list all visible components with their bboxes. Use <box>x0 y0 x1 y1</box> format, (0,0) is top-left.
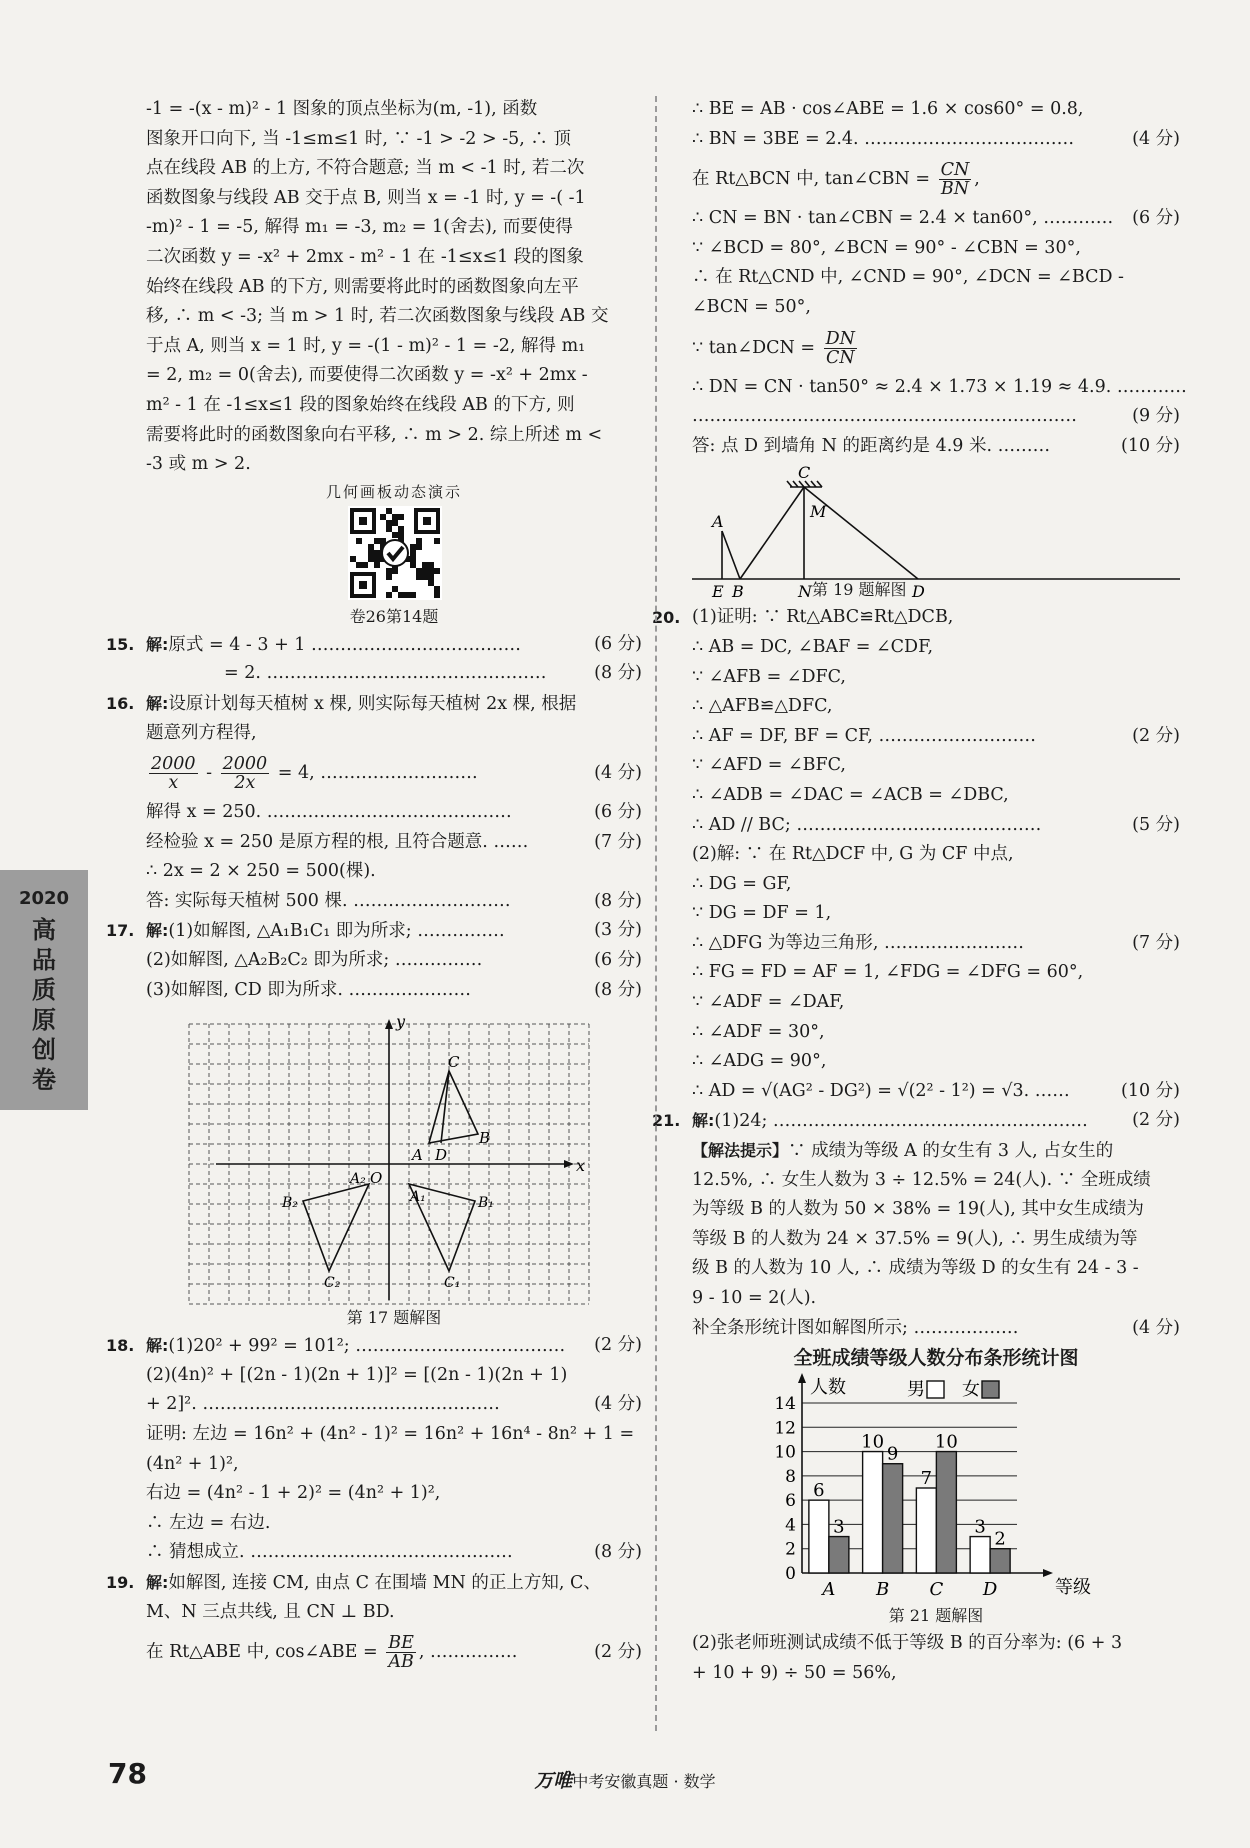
y-tick-label: 10 <box>774 1442 796 1463</box>
q18-line6: 右边 = (4n² - 1 + 2)² = (4n² + 1)², <box>146 1483 441 1504</box>
q20-line4: ∴ △AFB≌△DFC, <box>692 696 833 717</box>
x-tick-label: B <box>876 1579 890 1601</box>
q17-line2: (2)如解图, △A₂B₂C₂ 即为所求; …………… (6 分) <box>146 950 642 971</box>
y-tick-label: 4 <box>785 1515 796 1536</box>
side-tab <box>0 870 88 1110</box>
q16-line1: 16. 解:设原计划每天植树 x 棵, 则实际每天植树 2x 棵, 根据 <box>146 689 642 719</box>
y-tick-label: 8 <box>785 1467 796 1488</box>
text-line: = 2, m₂ = 0(舍去), 而要使得二次函数 y = -x² + 2mx - <box>146 365 588 386</box>
q21-chart <box>692 1373 1180 1603</box>
svg-text:A₂: A₂ <box>350 1171 366 1188</box>
q17-figure <box>146 1005 642 1305</box>
q20-line13: ∴ FG = FD = AF = 1, ∠FDG = ∠DFG = 60°, <box>692 962 1084 983</box>
legend-label: 男 <box>907 1379 925 1401</box>
bar <box>916 1488 936 1573</box>
q20-line7: ∴ ∠ADB = ∠DAC = ∠ACB = ∠DBC, <box>692 784 1009 805</box>
bar <box>883 1464 903 1573</box>
legend-swatch <box>982 1381 999 1398</box>
q20-line2: ∴ AB = DC, ∠BAF = ∠CDF, <box>692 636 934 657</box>
qr-code <box>146 504 642 604</box>
q17-line1: 17. 解:(1)如解图, △A₁B₁C₁ 即为所求; …………… (3 分) <box>146 916 642 946</box>
fraction: $\frac{2000}{x}$ <box>151 754 196 794</box>
svg-text:B: B <box>732 582 744 602</box>
fraction: $\frac{DN}{CN}$ <box>825 328 855 368</box>
q20-line3: ∵ ∠AFB = ∠DFC, <box>692 666 846 687</box>
y-tick-label: 2 <box>785 1539 796 1560</box>
q20-number: 20. <box>652 608 681 628</box>
svg-text:y: y <box>396 1012 406 1032</box>
text-line: 移, ∴ m < -3; 当 m > 1 时, 若二次函数图象与线段 AB 交 <box>146 306 609 327</box>
q21-caption: 第 21 题解图 <box>888 1606 984 1626</box>
svg-text:D: D <box>912 582 925 602</box>
q20-line14: ∵ ∠ADF = ∠DAF, <box>692 992 845 1013</box>
bar-value-label: 10 <box>934 1431 958 1453</box>
q15-line1: 15. 解:原式 = 4 - 3 + 1 ……………………………… (6 分) <box>146 630 642 660</box>
bar-value-label: 7 <box>920 1468 933 1490</box>
legend-label: 女 <box>962 1379 980 1401</box>
q21-line3: 12.5%, ∴ 女生人数为 3 ÷ 12.5% = 24(人). ∵ 全班成绩 <box>692 1169 1151 1190</box>
q16-number: 16. <box>106 693 135 713</box>
svg-text:B: B <box>479 1129 491 1148</box>
q18-line2: (2)(4n)² + [(2n - 1)(2n + 1)]² = [(2n - 1)(2n + 1) <box>146 1364 568 1385</box>
text-line: 图象开口向下, 当 -1≤m≤1 时, ∵ -1 > -2 > -5, ∴ 顶 <box>146 128 571 149</box>
q18-line1: 18. 解:(1)20² + 99² = 101²; ……………………………… (2 分) <box>146 1331 642 1361</box>
svg-text:E: E <box>712 582 724 602</box>
y-axis-label: 人数 <box>810 1377 846 1399</box>
q21-line8: 补全条形统计图如解图所示; ……………… (4 分) <box>692 1317 1180 1338</box>
text-line: 始终在线段 AB 的下方, 则需要将此时的函数图象向左平 <box>146 276 579 297</box>
bar <box>809 1500 829 1573</box>
q19-figure <box>692 461 1180 602</box>
bar-value-label: 2 <box>994 1528 1006 1550</box>
text-line: 于点 A, 则当 x = 1 时, y = -(1 - m)² - 1 = -2, 解得 m₁ <box>146 335 586 356</box>
triangle-ABC <box>429 1071 478 1143</box>
y-tick-label: 14 <box>774 1394 796 1415</box>
y-axis-arrow <box>798 1373 806 1383</box>
svg-text:A: A <box>412 1146 423 1165</box>
q20-line10: ∴ DG = GF, <box>692 873 792 894</box>
q20-line6: ∵ ∠AFD = ∠BFC, <box>692 755 846 776</box>
q20-line11: ∵ DG = DF = 1, <box>692 903 832 924</box>
svg-text:O: O <box>370 1169 383 1188</box>
q21-line4: 为等级 B 的人数为 50 × 38% = 19(人), 其中女生成绩为 <box>692 1199 1144 1220</box>
q19-right-line10: ………………………………………………………… (9 分) <box>692 406 1180 427</box>
q20-line15: ∴ ∠ADF = 30°, <box>692 1021 825 1042</box>
bar-value-label: 3 <box>833 1516 845 1538</box>
svg-text:C: C <box>798 463 811 483</box>
q19-wall-diagram <box>692 461 1180 602</box>
x-axis-arrow <box>1043 1569 1053 1577</box>
text-line: 函数图象与线段 AB 交于点 B, 则当 x = -1 时, y = -( -1 <box>146 187 586 208</box>
bar-value-label: 3 <box>974 1516 986 1538</box>
qr-caption: 卷26第14题 <box>349 606 439 626</box>
q15-line2: = 2. ………………………………………… (8 分) <box>224 663 642 684</box>
q21-line7: 9 - 10 = 2(人). <box>692 1288 817 1308</box>
q20-line8: ∴ AD // BC; …………………………………… (5 分) <box>692 814 1180 835</box>
side-tab-year: 2020 <box>18 888 70 909</box>
q19-right-line7: ∠BCN = 50°, <box>692 296 811 317</box>
q17-line3: (3)如解图, CD 即为所求. ………………… (8 分) <box>146 979 642 1000</box>
q16-line3: 解得 x = 250. …………………………………… (6 分) <box>146 802 642 823</box>
footer-book-title: 万唯中考安徽真题 · 数学 <box>534 1770 716 1792</box>
left-column <box>106 95 642 1677</box>
q20-line9: (2)解: ∵ 在 Rt△DCF 中, G 为 CF 中点, <box>692 844 1014 865</box>
q19-right-line9: ∴ DN = CN · tan50° ≈ 2.4 × 1.73 × 1.19 ≈ 4.9. ………… <box>692 376 1187 397</box>
x-tick-label: D <box>982 1579 998 1601</box>
text-line: 需要将此时的函数图象向右平移, ∴ m > 2. 综上所述 m < <box>146 424 603 445</box>
q18-line5: (4n² + 1)², <box>146 1453 239 1474</box>
legend-swatch <box>927 1381 944 1398</box>
q19-line3: 在 Rt△ABE 中, cos∠ABE = $\frac{BE}{AB}$ , …………… (2 分) <box>146 1633 642 1673</box>
text-line: 点在线段 AB 的上方, 不符合题意; 当 m < -1 时, 若二次 <box>146 158 585 179</box>
q19-right-line4: ∴ CN = BN · tan∠CBN = 2.4 × tan60°, ………… (6 分) <box>692 208 1180 229</box>
svg-text:N: N <box>798 582 812 602</box>
qr-title: 几何画板动态演示 <box>325 482 462 501</box>
text-line: 二次函数 y = -x² + 2mx - m² - 1 在 -1≤x≤1 段的图象 <box>146 246 584 267</box>
q21-line10: + 10 + 9) ÷ 50 = 56%, <box>692 1662 897 1683</box>
q19-right-line3: 在 Rt△BCN 中, tan∠CBN = $\frac{CN}{BN}$ , <box>692 160 980 200</box>
q20-line5: ∴ AF = DF, BF = CF, ……………………… (2 分) <box>692 725 1180 746</box>
q20-line12: ∴ △DFG 为等边三角形, …………………… (7 分) <box>692 932 1180 953</box>
q18-line7: ∴ 左边 = 右边. <box>146 1512 271 1533</box>
svg-text:M: M <box>810 502 827 522</box>
svg-text:A: A <box>712 512 724 532</box>
svg-text:x: x <box>576 1156 586 1176</box>
bar <box>863 1452 883 1573</box>
q21-line6: 级 B 的人数为 10 人, ∴ 成绩为等级 D 的女生有 24 - 3 - <box>692 1258 1139 1279</box>
text-line: -3 或 m > 2. <box>146 454 251 475</box>
q19-right-line2: ∴ BN = 3BE = 2.4. ……………………………… (4 分) <box>692 128 1180 149</box>
q19-line2: M、N 三点共线, 且 CN ⊥ BD. <box>146 1601 395 1622</box>
svg-text:B₁: B₁ <box>478 1195 494 1212</box>
svg-text:D: D <box>435 1146 448 1165</box>
q16-equation: $\frac{2000}{x}$ - $\frac{2000}{2x}$ = 4, ……………………… (4 分) <box>151 754 642 794</box>
text-line: m² - 1 在 -1≤x≤1 段的图象始终在线段 AB 的下方, 则 <box>146 394 575 415</box>
q20-line16: ∴ ∠ADG = 90°, <box>692 1051 827 1072</box>
bar <box>970 1537 990 1573</box>
q19-line1: 19. 解:如解图, 连接 CM, 由点 C 在围墙 MN 的正上方知, C、 <box>146 1568 642 1598</box>
column-divider <box>655 96 657 1731</box>
q17-number: 17. <box>106 921 135 941</box>
bar-chart <box>692 1373 1180 1603</box>
bar-value-label: 9 <box>886 1443 899 1465</box>
y-tick-label: 6 <box>785 1491 796 1512</box>
svg-text:A₁: A₁ <box>410 1189 426 1206</box>
text-line: -m)² - 1 = -5, 解得 m₁ = -3, m₂ = 1(舍去), 而要使得 <box>146 217 573 238</box>
q17-grid-diagram <box>146 1005 642 1305</box>
y-tick-label: 12 <box>774 1418 796 1439</box>
bar-value-label: 6 <box>813 1480 825 1502</box>
y-tick-label: 0 <box>785 1564 796 1585</box>
bar <box>936 1452 956 1573</box>
q21-line1: 21. 解:(1)24; ……………………………………………… (2 分) <box>692 1106 1180 1136</box>
q18-number: 18. <box>106 1336 135 1356</box>
q21-line9: (2)张老师班测试成绩不低于等级 B 的百分率为: (6 + 3 <box>692 1633 1123 1654</box>
side-tab-text: 高品质原创卷 <box>32 916 56 1094</box>
q19-right-line1: ∴ BE = AB · cos∠ABE = 1.6 × cos60° = 0.8, <box>692 99 1084 119</box>
fraction: $\frac{2000}{2x}$ <box>222 754 268 794</box>
q19-right-line11: 答: 点 D 到墙角 N 的距离约是 4.9 米. ……… (10 分) <box>692 435 1180 456</box>
svg-text:B₂: B₂ <box>282 1195 298 1212</box>
q19-right-line5: ∵ ∠BCD = 80°, ∠BCN = 90° - ∠CBN = 30°, <box>692 237 1081 258</box>
svg-text:C₁: C₁ <box>444 1275 461 1292</box>
q16-line6: 答: 实际每天植树 500 棵. ……………………… (8 分) <box>146 890 642 911</box>
svg-text:C: C <box>448 1053 460 1072</box>
q18-line8: ∴ 猜想成立. ……………………………………… (8 分) <box>146 1542 642 1563</box>
q21-number: 21. <box>652 1111 681 1131</box>
q17-caption: 第 17 题解图 <box>346 1308 442 1328</box>
bar <box>829 1537 849 1573</box>
solution-tip-label: 【解法提示】 <box>692 1141 789 1161</box>
bar <box>990 1549 1010 1573</box>
qr-figure <box>146 504 642 604</box>
q20-line17: ∴ AD = √(AG² - DG²) = √(2² - 1²) = √3. …… (10 分) <box>692 1080 1180 1101</box>
brand-logo: 万唯 <box>534 1770 573 1792</box>
q20-line1: 20. (1)证明: ∵ Rt△ABC≌Rt△DCB, <box>692 603 1180 633</box>
q15-number: 15. <box>106 634 135 654</box>
q19-caption: 第 19 题解图 <box>812 580 907 600</box>
q16-line2: 题意列方程得, <box>146 722 257 743</box>
right-column <box>652 95 1187 1688</box>
q21-line5: 等级 B 的人数为 24 × 37.5% = 9(人), ∴ 男生成绩为等 <box>692 1228 1138 1249</box>
q18-line3: + 2]². …………………………………………… (4 分) <box>146 1394 642 1415</box>
fraction: $\frac{BE}{AB}$ <box>388 1633 414 1673</box>
fraction: $\frac{CN}{BN}$ <box>940 160 970 200</box>
x-tick-label: C <box>929 1579 944 1601</box>
q18-line4: 证明: 左边 = 16n² + (4n² - 1)² = 16n² + 16n⁴ - 8n² + 1 = <box>146 1424 635 1445</box>
text-line: -1 = -(x - m)² - 1 图象的顶点坐标为(m, -1), 函数 <box>146 99 538 119</box>
triangle-A2B2C2 <box>303 1184 369 1271</box>
q14-solution-tail <box>146 95 642 480</box>
x-tick-label: A <box>822 1579 836 1601</box>
q21-line2: 【解法提示】∵ 成绩为等级 A 的女生有 3 人, 占女生的 <box>692 1141 1114 1162</box>
q19-right-line8: ∵ tan∠DCN = $\frac{DN}{CN}$ <box>692 328 855 368</box>
q19-right-line6: ∴ 在 Rt△CND 中, ∠CND = 90°, ∠DCN = ∠BCD - <box>692 267 1124 288</box>
q16-line4: 经检验 x = 250 是原方程的根, 且符合题意. …… (7 分) <box>146 831 642 852</box>
svg-text:C₂: C₂ <box>324 1275 341 1292</box>
q19-number: 19. <box>106 1573 135 1592</box>
chart-title: 全班成绩等级人数分布条形统计图 <box>793 1347 1079 1370</box>
q16-line5: ∴ 2x = 2 × 250 = 500(棵). <box>146 861 376 882</box>
page-number: 78 <box>108 1757 147 1790</box>
bar-value-label: 10 <box>861 1431 885 1453</box>
x-axis-label: 等级 <box>1055 1577 1091 1599</box>
